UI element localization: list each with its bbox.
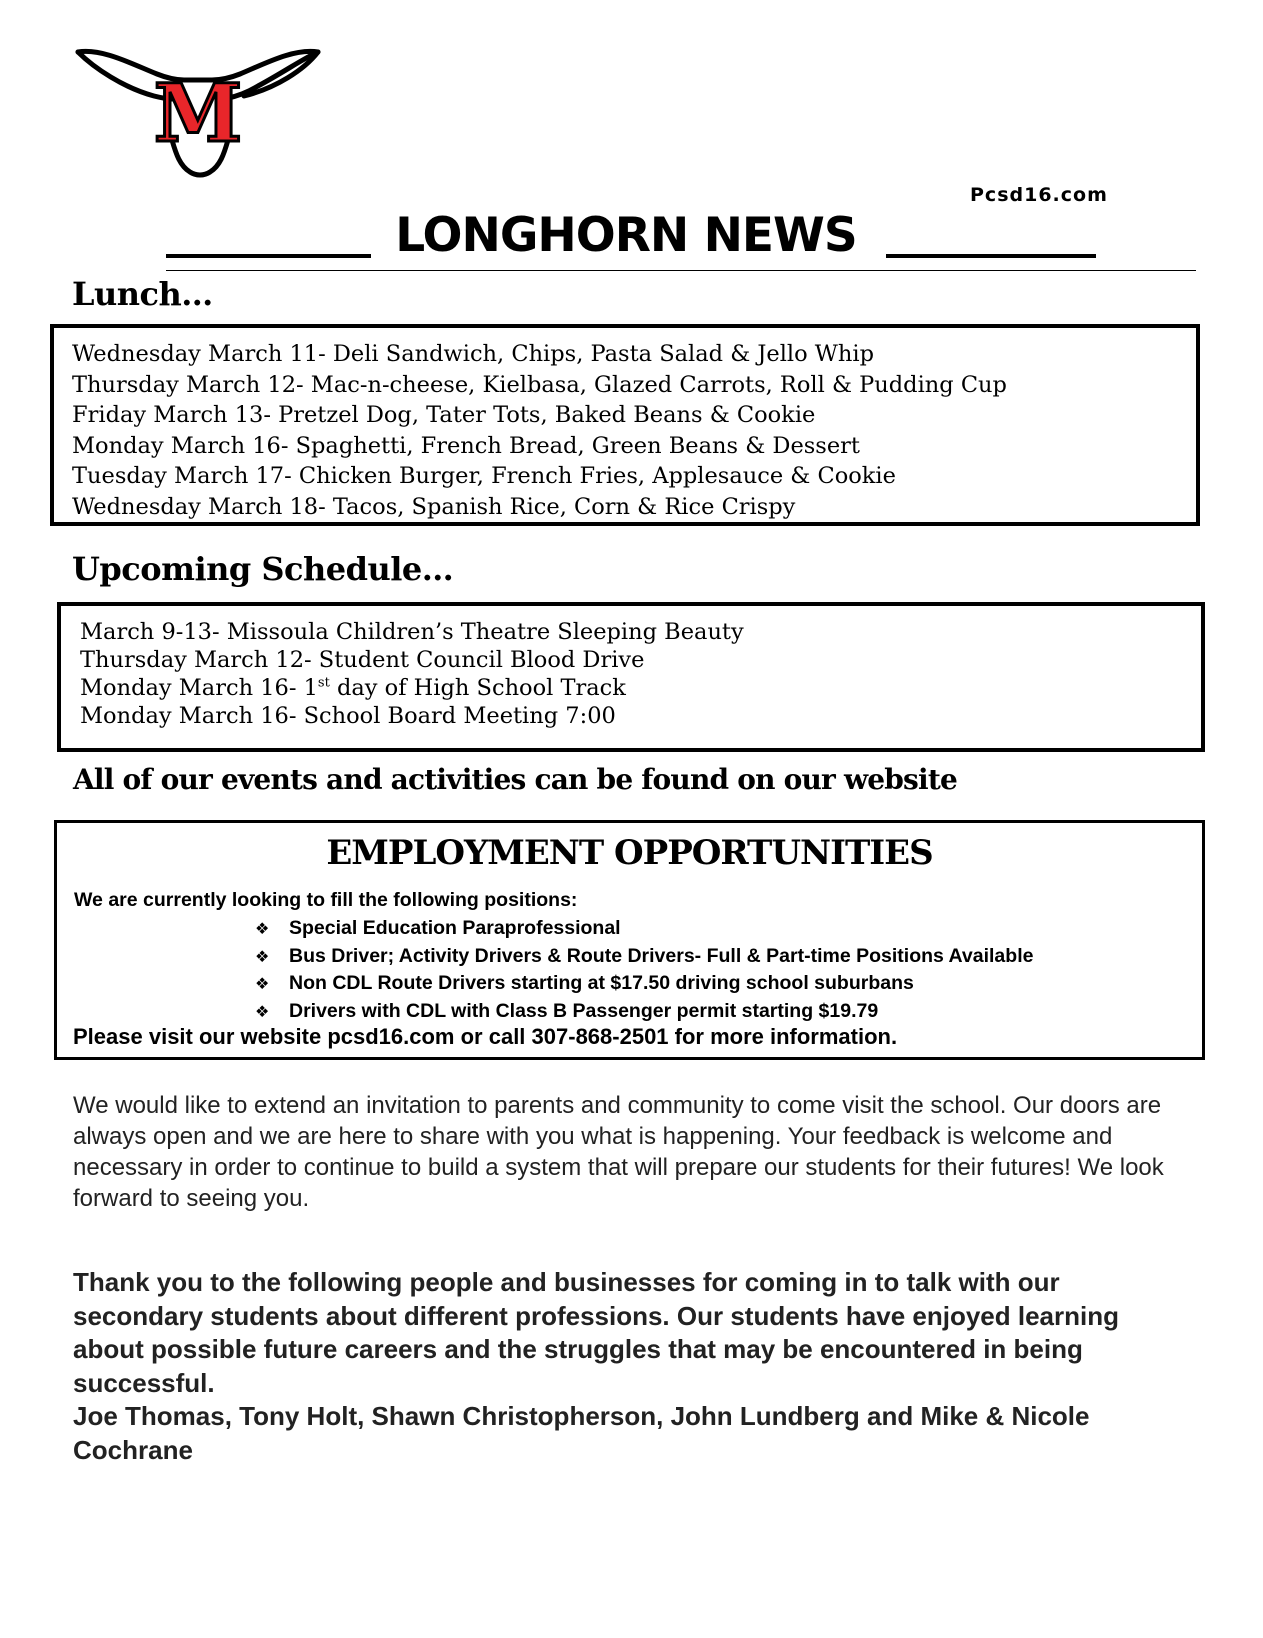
thanks-names: Joe Thomas, Tony Holt, Shawn Christopherson, John Lundberg and Mike & Nicole Cochrane xyxy=(73,1401,1090,1465)
position-label: Bus Driver; Activity Drivers & Route Drivers- Full & Part-time Positions Available xyxy=(289,944,1034,967)
employment-title: EMPLOYMENT OPPORTUNITIES xyxy=(326,833,933,873)
schedule-item-text: day of High School Track xyxy=(329,675,626,701)
lunch-item: Tuesday March 17- Chicken Burger, French Fries, Applesauce & Cookie xyxy=(72,463,896,489)
diamond-bullet-icon: ❖ xyxy=(255,946,270,966)
list-item xyxy=(255,943,1033,971)
position-label: Non CDL Route Drivers starting at $17.50 driving school suburbans xyxy=(289,972,914,994)
employment-box xyxy=(54,820,1205,1060)
lunch-menu-box xyxy=(50,324,1200,526)
list-item xyxy=(255,915,1033,943)
masthead xyxy=(166,208,1096,264)
lunch-item: Monday March 16- Spaghetti, French Bread, Green Beans & Dessert xyxy=(72,432,860,459)
thanks-section xyxy=(73,1266,1193,1467)
schedule-item: March 9-13- Missoula Children’s Theatre Sleeping Beauty xyxy=(80,619,744,645)
schedule-item: Thursday March 12- Student Council Blood Drive xyxy=(80,647,645,673)
lunch-item: Friday March 13- Pretzel Dog, Tater Tots, Baked Beans & Cookie xyxy=(72,402,816,428)
website-url: Pcsd16.com xyxy=(970,184,1108,206)
diamond-bullet-icon: ❖ xyxy=(255,1001,270,1021)
positions-list xyxy=(255,915,1033,1025)
thanks-message: Thank you to the following people and businesses for coming in to talk with our secondary students about different professions. Our students have enjoyed learning about possible future careers and the struggles that may be encountered in being successful. xyxy=(73,1267,1119,1398)
schedule-item: Monday March 16- School Board Meeting 7:00 xyxy=(80,703,616,729)
ordinal-suffix: st xyxy=(317,675,330,691)
position-label: Special Education Paraprofessional xyxy=(289,917,621,939)
lunch-heading: Lunch… xyxy=(72,275,213,313)
page-title: LONGHORN NEWS xyxy=(395,208,857,263)
masthead-divider xyxy=(166,270,1196,271)
longhorn-logo xyxy=(72,44,322,184)
schedule-item-text: Monday March 16- 1 xyxy=(80,675,318,701)
lunch-item: Wednesday March 18- Tacos, Spanish Rice, Corn & Rice Crispy xyxy=(72,493,796,520)
employment-contact: Please visit our website pcsd16.com or call 307-868-2501 for more information. xyxy=(73,1024,898,1049)
list-item xyxy=(255,998,1033,1026)
diamond-bullet-icon: ❖ xyxy=(255,974,270,993)
logo-letter: M xyxy=(153,66,243,160)
invitation-paragraph: We would like to extend an invitation to parents and community to come visit the school. Our doors are always open and we are here to share with you what is happening. Your feedback is welcome and necessary in order to continue to build a system that will prepare our students for their futures! We look forward to seeing you. xyxy=(73,1092,1164,1212)
position-label: Drivers with CDL with Class B Passenger permit starting $19.79 xyxy=(289,999,879,1022)
schedule-item xyxy=(80,674,1201,702)
website-note: All of our events and activities can be found on our website xyxy=(73,763,957,796)
diamond-bullet-icon: ❖ xyxy=(255,919,270,938)
masthead-underline-left xyxy=(166,254,371,258)
schedule-box xyxy=(57,602,1205,752)
schedule-heading: Upcoming Schedule… xyxy=(72,550,454,588)
masthead-underline-right xyxy=(886,254,1096,258)
list-item xyxy=(255,970,1033,998)
employment-intro: We are currently looking to fill the following positions: xyxy=(74,889,578,911)
lunch-item: Thursday March 12- Mac-n-cheese, Kielbasa, Glazed Carrots, Roll & Pudding Cup xyxy=(72,371,1007,398)
lunch-item: Wednesday March 11- Deli Sandwich, Chips, Pasta Salad & Jello Whip xyxy=(72,341,875,367)
